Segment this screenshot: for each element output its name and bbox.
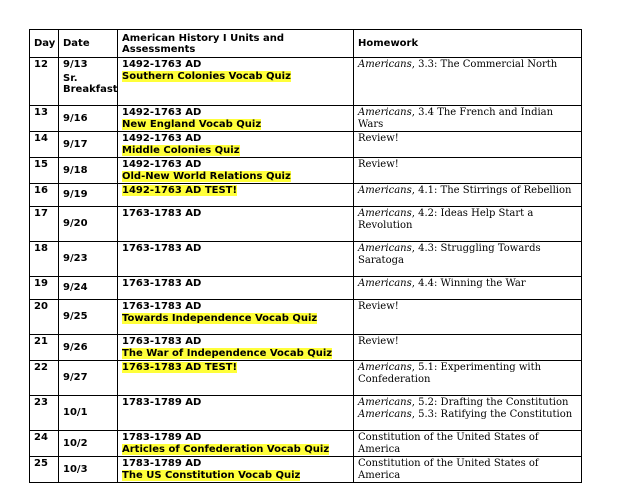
assessment-highlight: Old-New World Relations Quiz: [122, 170, 291, 182]
unit-period: 1763-1783 AD: [122, 208, 202, 219]
unit-period: 1763-1783 AD: [122, 278, 202, 289]
day-cell: 22: [30, 361, 59, 396]
hw-text: , 4.2: Ideas Help Start a Revolution: [358, 208, 534, 231]
hw-text: , 5.3: Ratifying the Constitution: [411, 408, 573, 420]
date-cell: 9/19: [59, 184, 118, 207]
unit-cell: [118, 58, 354, 106]
assessment-highlight: Articles of Confederation Vocab Quiz: [122, 443, 330, 455]
date-value: 9/13: [63, 59, 88, 70]
test-highlight: 1763-1783 AD TEST!: [122, 362, 238, 373]
table-row: [30, 132, 582, 158]
assessment-highlight: Southern Colonies Vocab Quiz: [122, 70, 291, 82]
date-cell: 9/16: [59, 106, 118, 132]
date-cell: [59, 58, 118, 106]
date-cell: 9/25: [59, 300, 118, 335]
date-cell: 9/23: [59, 242, 118, 277]
table-row: [30, 277, 582, 300]
date-cell: 9/17: [59, 132, 118, 158]
hw-book: Americans: [358, 107, 412, 118]
table-row: [30, 457, 582, 483]
day-cell: 24: [30, 431, 59, 457]
hw-text: , 5.1: Experimenting with Confederation: [358, 362, 542, 385]
hw-text: , 4.4: Winning the War: [411, 278, 526, 289]
table-row: [30, 58, 582, 106]
assessment-highlight: New England Vocab Quiz: [122, 118, 262, 130]
unit-cell: [118, 242, 354, 277]
unit-period: 1763-1783 AD: [122, 243, 202, 254]
hw-text: , 5.2: Drafting the Constitution: [411, 397, 569, 408]
table-row: [30, 335, 582, 361]
homework-cell: Review!: [354, 335, 582, 361]
date-cell: 9/26: [59, 335, 118, 361]
unit-cell: [118, 396, 354, 431]
table-row: [30, 106, 582, 132]
homework-cell: Review!: [354, 132, 582, 158]
day-cell: 14: [30, 132, 59, 158]
hw-book: Americans: [358, 397, 412, 408]
date-cell: 9/27: [59, 361, 118, 396]
day-cell: 21: [30, 335, 59, 361]
hw-book: Americans: [358, 243, 412, 254]
day-cell: 18: [30, 242, 59, 277]
unit-period: 1763-1783 AD: [122, 336, 202, 347]
day-cell: 17: [30, 207, 59, 242]
unit-period: 1492-1763 AD: [122, 107, 202, 118]
unit-period: 1783-1789 AD: [122, 432, 202, 443]
date-cell: 9/18: [59, 158, 118, 184]
day-cell: 19: [30, 277, 59, 300]
day-cell: 20: [30, 300, 59, 335]
hw-book: Americans: [358, 408, 412, 420]
unit-cell: [118, 158, 354, 184]
date-cell: 9/20: [59, 207, 118, 242]
homework-cell: Review!: [354, 300, 582, 335]
hw-book: Americans: [358, 185, 412, 196]
unit-period: 1783-1789 AD: [122, 397, 202, 408]
homework-cell: [354, 184, 582, 207]
header-row: [30, 30, 582, 58]
table-row: [30, 300, 582, 335]
homework-cell: [354, 207, 582, 242]
table-row: [30, 184, 582, 207]
date-cell: 10/3: [59, 457, 118, 483]
unit-period: 1783-1789 AD: [122, 458, 202, 469]
unit-cell: [118, 277, 354, 300]
assessment-highlight: Middle Colonies Quiz: [122, 144, 240, 156]
unit-cell: [118, 431, 354, 457]
table-row: [30, 207, 582, 242]
assessment-highlight: The War of Independence Vocab Quiz: [122, 347, 333, 359]
day-cell: 25: [30, 457, 59, 483]
day-cell: 13: [30, 106, 59, 132]
header-day: Day: [30, 30, 59, 58]
unit-cell: [118, 184, 354, 207]
hw-book: Americans: [358, 362, 412, 373]
hw-text: , 4.3: Struggling Towards Saratoga: [358, 243, 541, 266]
date-cell: 10/2: [59, 431, 118, 457]
hw-book: Americans: [358, 59, 412, 70]
homework-cell: Review!: [354, 158, 582, 184]
homework-cell: [354, 106, 582, 132]
table-row: [30, 396, 582, 431]
day-cell: 23: [30, 396, 59, 431]
day-cell: 12: [30, 58, 59, 106]
unit-cell: [118, 335, 354, 361]
hw-book: Americans: [358, 278, 412, 289]
table-row: [30, 431, 582, 457]
unit-period: 1492-1763 AD: [122, 159, 202, 170]
unit-cell: [118, 132, 354, 158]
unit-cell: [118, 300, 354, 335]
homework-cell: Constitution of the United States of America: [354, 431, 582, 457]
homework-cell: [354, 277, 582, 300]
hw-text: , 3.3: The Commercial North: [411, 59, 558, 70]
day-cell: 16: [30, 184, 59, 207]
hw-book: Americans: [358, 208, 412, 219]
table-row: [30, 361, 582, 396]
homework-cell: [354, 242, 582, 277]
date-cell: 9/24: [59, 277, 118, 300]
hw-text: , 4.1: The Stirrings of Rebellion: [411, 185, 572, 196]
assessment-highlight: Towards Independence Vocab Quiz: [122, 312, 318, 324]
unit-cell: [118, 361, 354, 396]
header-unit: American History I Units and Assessments: [118, 30, 354, 58]
assessment-highlight: The US Constitution Vocab Quiz: [122, 469, 301, 481]
homework-cell: [354, 396, 582, 431]
unit-period: 1492-1763 AD: [122, 133, 202, 144]
date-cell: 10/1: [59, 396, 118, 431]
unit-period: 1763-1783 AD: [122, 301, 202, 312]
date-note: Sr. Breakfast: [63, 72, 118, 95]
header-date: Date: [59, 30, 118, 58]
table-row: [30, 158, 582, 184]
unit-cell: [118, 207, 354, 242]
test-highlight: 1492-1763 AD TEST!: [122, 185, 238, 196]
unit-period: 1492-1763 AD: [122, 59, 202, 70]
table-row: [30, 242, 582, 277]
day-cell: 15: [30, 158, 59, 184]
homework-cell: Constitution of the United States of America: [354, 457, 582, 483]
homework-cell: [354, 361, 582, 396]
unit-cell: [118, 457, 354, 483]
schedule-table: [29, 29, 582, 483]
header-homework: Homework: [354, 30, 582, 58]
hw-text: , 3.4 The French and Indian Wars: [358, 107, 554, 130]
unit-cell: [118, 106, 354, 132]
homework-cell: [354, 58, 582, 106]
